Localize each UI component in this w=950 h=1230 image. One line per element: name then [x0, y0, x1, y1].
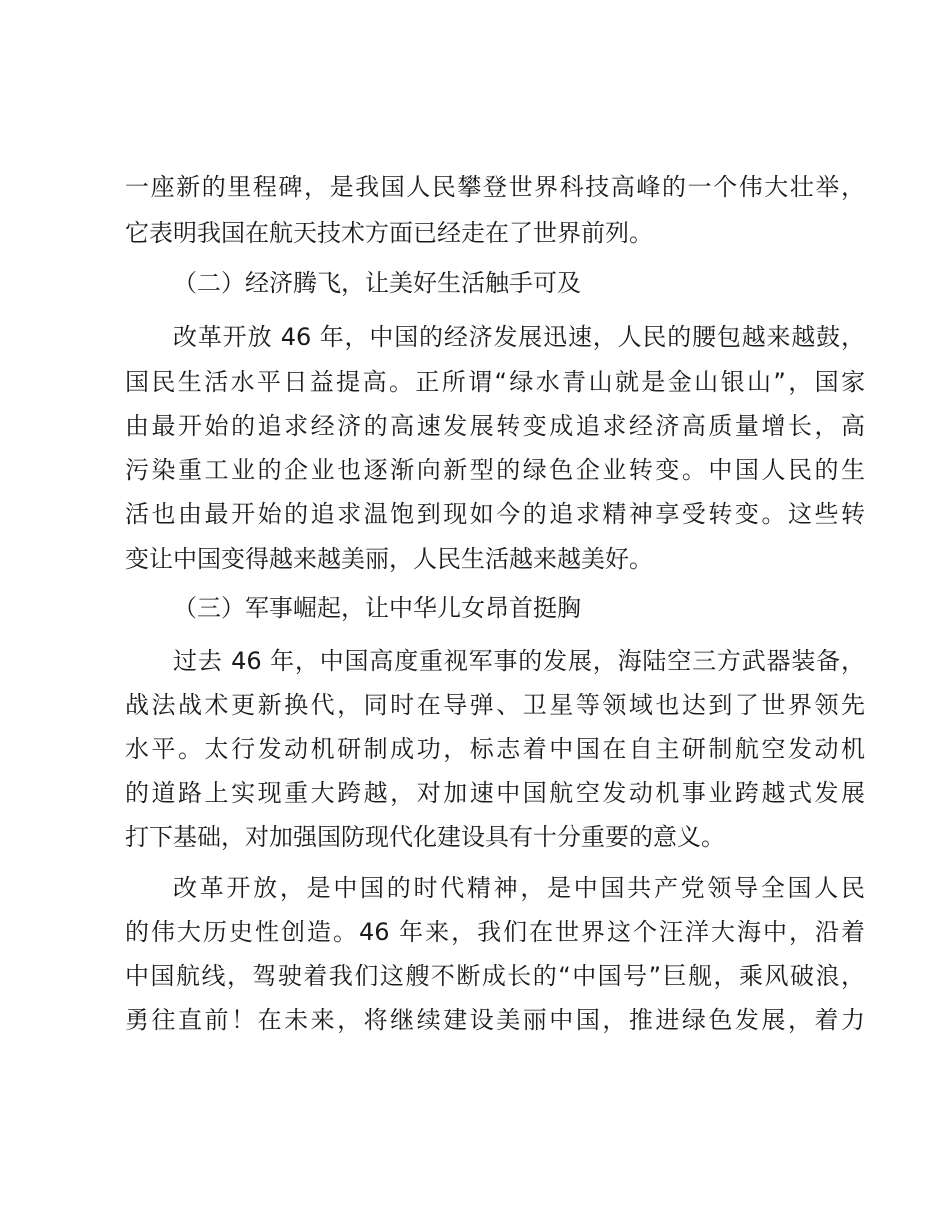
text-line: 活也由最开始的追求温饱到现如今的追求精神享受转变。这些转 [125, 500, 865, 528]
text-line: 勇往直前！在未来，将继续建设美丽中国，推进绿色发展，着力 [125, 1006, 865, 1034]
text-line: 打下基础，对加强国防现代化建设具有十分重要的意义。 [125, 823, 725, 851]
text-line: 的道路上实现重大跨越，对加速中国航空发动机事业跨越式发展 [125, 779, 865, 807]
text-line: 它表明我国在航天技术方面已经走在了世界前列。 [125, 219, 653, 247]
text-line: 过去 46 年，中国高度重视军事的发展，海陆空三方武器装备， [173, 647, 865, 675]
text-line: 中国航线，驾驶着我们这艘不断成长的“中国号”巨舰，乘风破浪， [125, 962, 865, 990]
text-line: 污染重工业的企业也逐渐向新型的绿色企业转变。中国人民的生 [125, 456, 865, 484]
section-heading: （二）经济腾飞，让美好生活触手可及 [173, 269, 581, 297]
text-line: 战法战术更新换代，同时在导弹、卫星等领域也达到了世界领先 [125, 691, 865, 719]
text-line: 的伟大历史性创造。46 年来，我们在世界这个汪洋大海中，沿着 [125, 918, 865, 946]
text-line: 国民生活水平日益提高。正所谓“绿水青山就是金山银山”，国家 [125, 368, 865, 396]
text-line: 改革开放 46 年，中国的经济发展迅速，人民的腰包越来越鼓， [173, 323, 865, 351]
text-line: 变让中国变得越来越美丽，人民生活越来越美好。 [125, 545, 653, 573]
text-line: 由最开始的追求经济的高速发展转变成追求经济高质量增长，高 [125, 412, 865, 440]
text-line: 改革开放，是中国的时代精神，是中国共产党领导全国人民 [173, 874, 865, 902]
section-heading: （三）军事崛起，让中华儿女昂首挺胸 [173, 594, 581, 622]
text-line: 一座新的里程碑，是我国人民攀登世界科技高峰的一个伟大壮举， [125, 173, 865, 201]
text-line: 水平。太行发动机研制成功，标志着中国在自主研制航空发动机 [125, 735, 865, 763]
